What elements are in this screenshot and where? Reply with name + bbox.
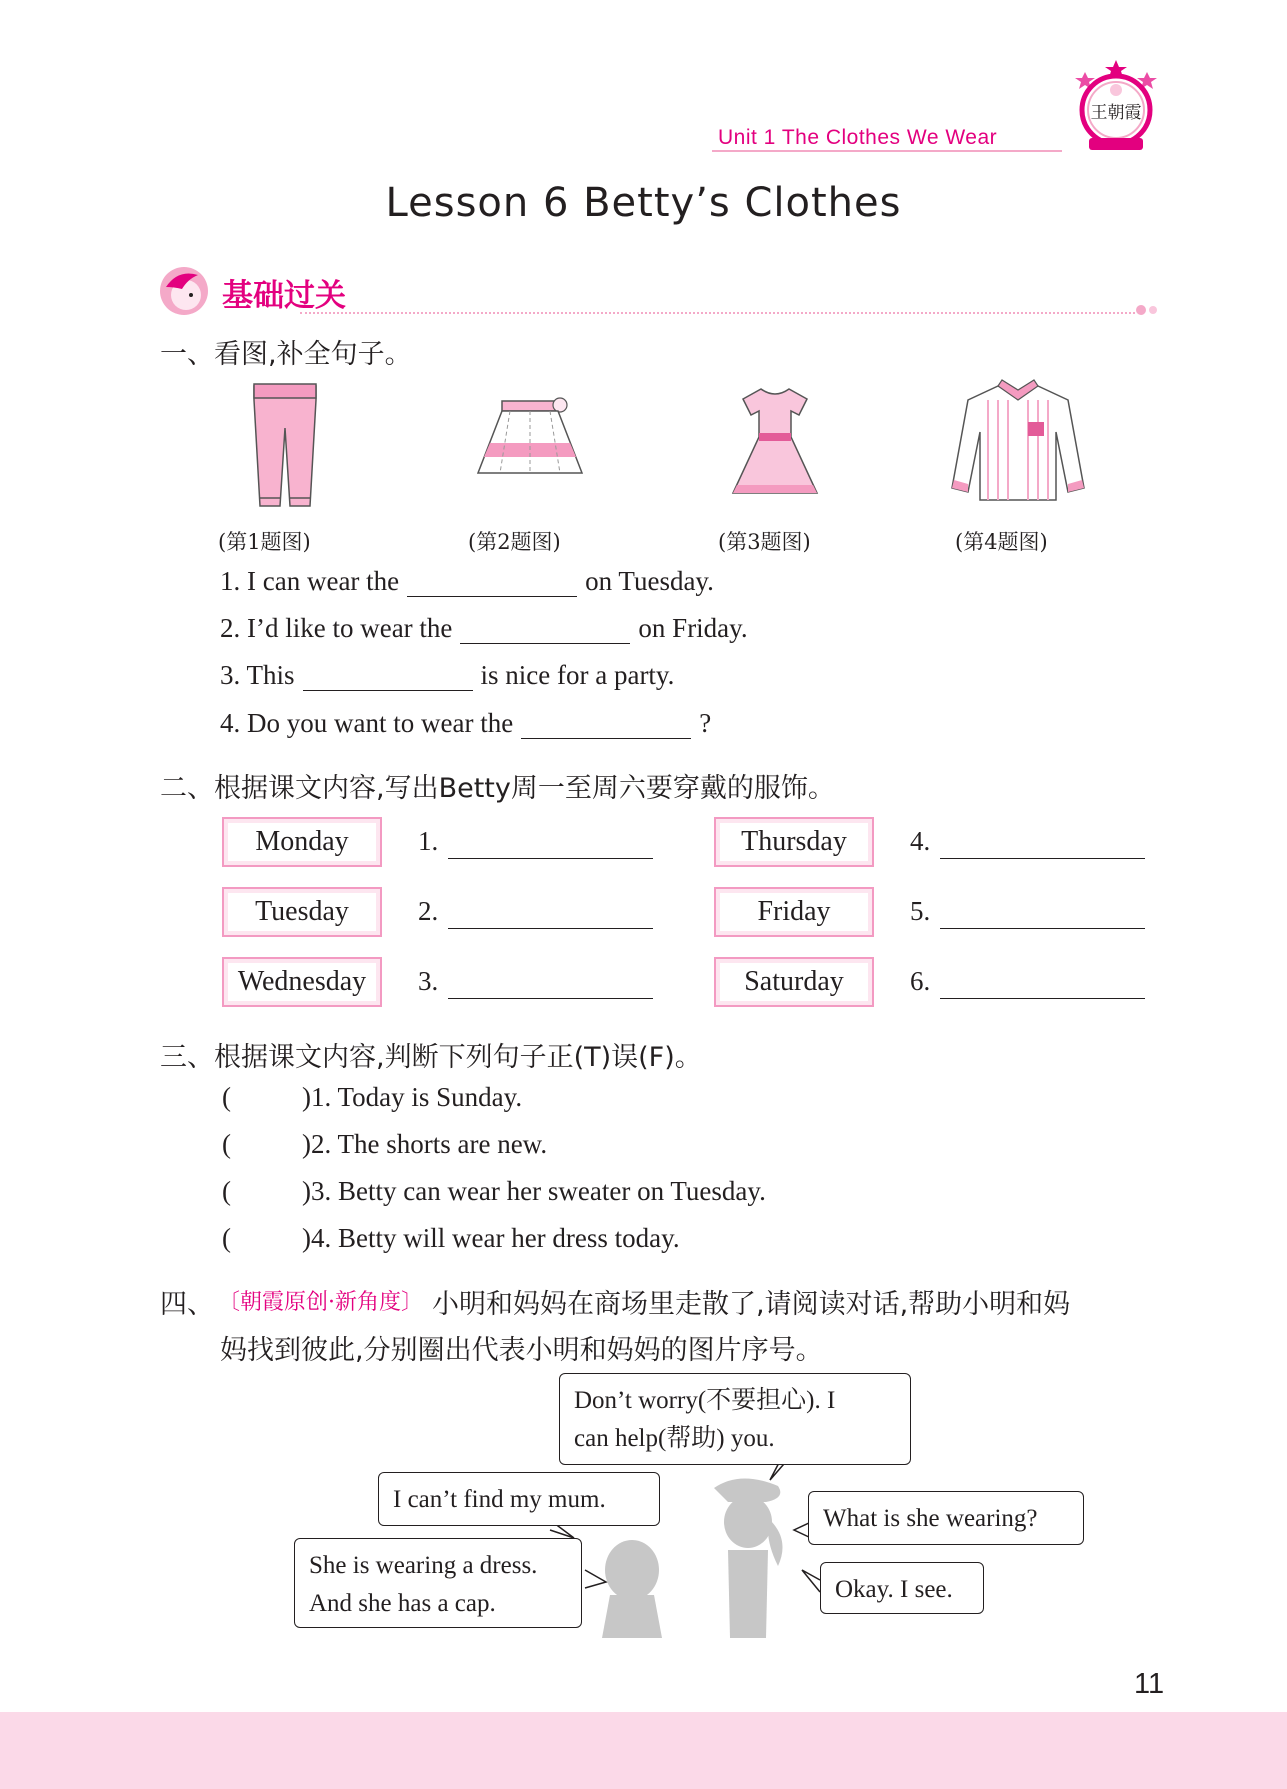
answer-line[interactable] [940, 998, 1145, 999]
image-caption: (第4题图) [955, 530, 1048, 554]
answer-line[interactable] [448, 858, 653, 859]
image-caption: (第3题图) [718, 530, 811, 554]
q3-heading: 三、根据课文内容,判断下列句子正(T)误(F)。 [160, 1042, 702, 1073]
sentence-text: 1. I can wear the [220, 566, 400, 596]
section-divider [300, 312, 1135, 314]
brand-badge [1075, 58, 1157, 154]
q1-sentence-4 [220, 708, 711, 739]
sentence-text: 2. I’d like to wear the [220, 613, 453, 643]
q1-sentence-1 [220, 566, 714, 597]
bubble-text: Don’t worry(不要担心). I [574, 1387, 836, 1414]
answer-blank[interactable] [407, 570, 577, 597]
tf-answer-slot[interactable]: ( [222, 1082, 231, 1112]
sentence-text: ? [699, 708, 712, 738]
q4-text-line2: 妈找到彼此,分别圈出代表小明和妈妈的图片序号。 [220, 1335, 823, 1366]
answer-blank[interactable] [521, 712, 691, 739]
dress-icon [725, 385, 865, 525]
image-caption: (第2题图) [468, 530, 561, 554]
answer-number: 2. [418, 896, 439, 926]
answer-number: 3. [418, 966, 439, 996]
answer-number: 4. [910, 826, 931, 856]
divider-dots-icon [1136, 302, 1158, 318]
image-caption: (第1题图) [218, 530, 311, 554]
day-box-monday [222, 817, 382, 867]
unit-header: Unit 1 The Clothes We Wear [718, 126, 998, 149]
answer-line[interactable] [448, 998, 653, 999]
section-title: 基础过关 [222, 278, 346, 314]
q1-heading: 一、看图,补全句子。 [160, 339, 412, 370]
day-label: Wednesday [228, 963, 376, 1001]
badge-text: 王朝霞 [1090, 103, 1142, 123]
page-number: 11 [1134, 1668, 1165, 1700]
girl-avatar-icon [158, 265, 210, 317]
sentence-text: 3. This [220, 660, 295, 690]
speech-bubble-officer-right-1 [808, 1491, 1084, 1545]
pants-icon [240, 378, 380, 518]
tf-statement: )3. Betty can wear her sweater on Tuesday. [302, 1176, 766, 1206]
day-label: Saturday [720, 963, 868, 1001]
shirt-icon [948, 378, 1088, 518]
answer-line[interactable] [940, 858, 1145, 859]
tf-item [222, 1176, 766, 1207]
tf-statement: )4. Betty will wear her dress today. [302, 1223, 680, 1253]
tf-statement: )2. The shorts are new. [302, 1129, 548, 1159]
day-box-thursday [714, 817, 874, 867]
bubble-text: And she has a cap. [309, 1590, 496, 1617]
tf-answer-slot[interactable]: ( [222, 1176, 231, 1206]
q4-label: 四、 [160, 1289, 214, 1320]
sentence-text: 4. Do you want to wear the [220, 708, 514, 738]
tf-item [222, 1223, 680, 1254]
answer-number: 1. [418, 826, 439, 856]
speech-bubble-boy-2 [294, 1538, 582, 1628]
sentence-text: is nice for a party. [480, 660, 675, 690]
speech-bubble-boy-1 [378, 1472, 660, 1526]
officer-silhouette [714, 1478, 783, 1638]
day-label: Friday [720, 893, 868, 931]
answer-blank[interactable] [460, 617, 630, 644]
tf-item [222, 1129, 547, 1160]
bubble-text: can help(帮助) you. [574, 1425, 775, 1452]
answer-blank[interactable] [303, 664, 473, 691]
sentence-text: on Tuesday. [585, 566, 714, 596]
bubble-text: She is wearing a dress. [309, 1552, 538, 1579]
bubble-tail [585, 1570, 606, 1588]
day-label: Tuesday [228, 893, 376, 931]
q1-sentence-2 [220, 613, 748, 644]
q4-tag: 〔朝霞原创·新角度〕 [218, 1290, 423, 1315]
bubble-text: What is she wearing? [823, 1505, 1038, 1532]
tf-item [222, 1082, 522, 1113]
footer-band [0, 1712, 1287, 1789]
q4-text-line1: 小明和妈妈在商场里走散了,请阅读对话,帮助小明和妈 [432, 1289, 1071, 1320]
bubble-text: Okay. I see. [835, 1576, 953, 1603]
speech-bubble-officer-right-2 [820, 1562, 984, 1614]
sentence-text: on Friday. [638, 613, 748, 643]
day-box-saturday [714, 957, 874, 1007]
tf-answer-slot[interactable]: ( [222, 1129, 231, 1159]
day-label: Monday [228, 823, 376, 861]
answer-line[interactable] [940, 928, 1145, 929]
tf-statement: )1. Today is Sunday. [302, 1082, 523, 1112]
speech-bubble-officer-top [559, 1373, 911, 1465]
bubble-tail [802, 1570, 820, 1592]
skirt-icon [470, 395, 610, 535]
boy-silhouette [602, 1540, 662, 1638]
bubble-text: I can’t find my mum. [393, 1486, 606, 1513]
answer-line[interactable] [448, 928, 653, 929]
q2-heading: 二、根据课文内容,写出Betty周一至周六要穿戴的服饰。 [160, 773, 835, 804]
day-box-tuesday [222, 887, 382, 937]
answer-number: 5. [910, 896, 931, 926]
unit-header-rule [712, 150, 1062, 152]
day-box-friday [714, 887, 874, 937]
day-box-wednesday [222, 957, 382, 1007]
tf-answer-slot[interactable]: ( [222, 1223, 231, 1253]
answer-number: 6. [910, 966, 931, 996]
page-title: Lesson 6 Betty’s Clothes [385, 180, 902, 226]
q1-sentence-3 [220, 660, 674, 691]
day-label: Thursday [720, 823, 868, 861]
